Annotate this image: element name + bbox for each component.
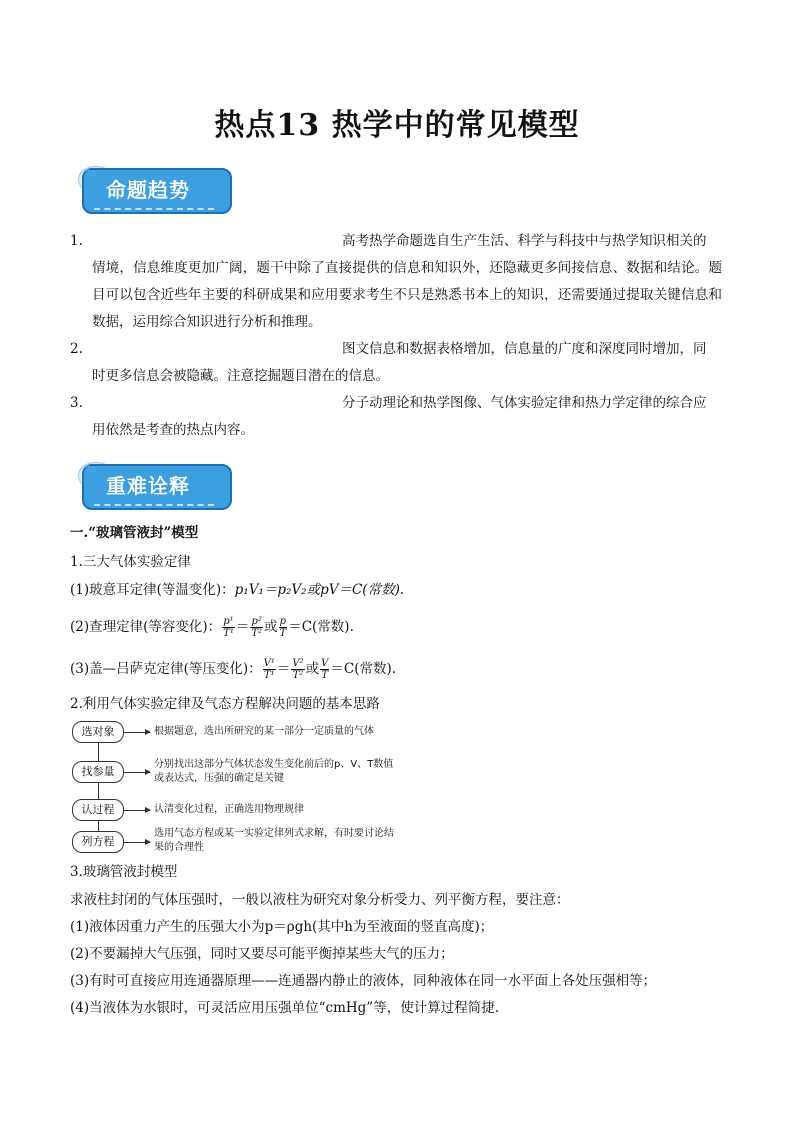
flow-node: 选对象	[72, 721, 124, 743]
flow-desc: 根据题意，选出所研究的某一部分一定质量的气体	[154, 726, 374, 737]
denominator: T¹	[223, 628, 234, 639]
wave-decoration	[94, 200, 214, 210]
fraction	[279, 616, 288, 639]
law-label: (3)盖—吕萨克定律(等压变化)：	[70, 661, 262, 677]
model-heading: 一.“玻璃管液封”模型	[70, 525, 199, 541]
arrow-icon	[124, 810, 150, 811]
fraction	[250, 616, 263, 639]
law-label: (2)查理定律(等容变化)：	[70, 619, 222, 635]
fraction	[263, 658, 276, 681]
denominator: T	[321, 670, 329, 681]
trend-number: 3.	[70, 395, 83, 411]
paragraph-intro: 求液柱封闭的气体压强时，一般以液柱为研究对象分析受力、列平衡方程，要注意：	[70, 892, 570, 908]
trend-line1: 高考热学命题选自生产生活、科学与科技中与热学知识相关的	[342, 233, 707, 249]
fraction	[320, 658, 329, 681]
denominator: T²	[292, 670, 304, 681]
trend-item	[70, 228, 722, 336]
point-2: (2)不要漏掉大气压强，同时又要尽可能平衡掉某些大气的压力；	[70, 946, 454, 962]
law-label: (1)玻意耳定律(等温变化)：	[70, 582, 235, 598]
point-1: (1)液体因重力产生的压强大小为p＝ρgh(其中h为至液面的竖直高度)；	[70, 919, 494, 935]
numerator: p¹	[223, 616, 234, 627]
section-badge-difficulties	[78, 456, 234, 514]
trend-number: 1.	[70, 233, 83, 249]
flow-node: 列方程	[72, 831, 124, 853]
arrow-icon	[124, 842, 150, 843]
page-title: 热点13 热学中的常见模型	[214, 108, 580, 143]
sub-heading-approach: 2.利用气体实验定律及气态方程解决问题的基本思路	[70, 696, 380, 712]
or-text: 或	[264, 619, 278, 635]
law-boyle	[70, 580, 404, 600]
numerator: V²	[292, 658, 304, 669]
flow-connector	[98, 735, 99, 845]
denominator: T	[279, 628, 287, 639]
point-3: (3)有时可直接应用连通器原理——连通器内静止的液体，同种液体在同一水平面上各处压强相等；	[70, 973, 657, 989]
sub-heading-laws: 1.三大气体实验定律	[70, 554, 191, 570]
dolphin-icon: ≈	[82, 456, 99, 480]
approach-flowchart	[72, 721, 402, 861]
law-suffix: ＝C(常数).	[288, 619, 354, 635]
trend-line1: 分子动理论和热学图像、气体实验定律和热力学定律的综合应	[342, 395, 707, 411]
badge-label: 命题趋势	[106, 178, 190, 202]
fraction	[222, 616, 235, 639]
trend-rest: 用依然是考查的热点内容。	[92, 422, 254, 438]
trend-line1: 图文信息和数据表格增加，信息量的广度和深度同时增加，同	[342, 341, 707, 357]
trend-rest: 情境，信息维度更加广阔，题干中除了直接提供的信息和知识外，还隐藏更多间接信息、数据和结论。题目可以包含近些年主要的科研成果和应用要求考生不只是熟悉书本上的知识，还需要通过提取关键信息和数据，运用综合知识进行分析和推理。	[92, 260, 722, 330]
flow-desc: 认清变化过程，正确选用物理规律	[154, 804, 304, 815]
denominator: T¹	[263, 670, 275, 681]
trend-item	[70, 336, 722, 390]
trend-number: 2.	[70, 341, 83, 357]
trend-list	[70, 228, 722, 444]
law-suffix: ＝C(常数).	[330, 661, 397, 677]
numerator: p²	[251, 616, 262, 627]
trend-rest: 时更多信息会被隐藏。注意挖掘题目潜在的信息。	[92, 368, 389, 384]
trend-item	[70, 390, 722, 444]
sub-heading-glass-tube: 3.玻璃管液封模型	[70, 864, 178, 880]
law-formula: p₁V₁＝p₂V₂或pV＝C(常数).	[234, 582, 405, 598]
badge-label: 重难诠释	[106, 474, 190, 498]
numerator: V¹	[263, 658, 275, 669]
denominator: T²	[251, 628, 263, 639]
arrow-icon	[124, 772, 150, 773]
flow-node: 找参量	[72, 761, 124, 783]
arrow-icon	[124, 732, 150, 733]
law-charles: (2)查理定律(等容变化)： $\frac{\text{p¹}}{\text{T¹}}$ ＝ $\frac{\text{p²}}{\text{T²}}$ 或 $\frac{p}{T}$ ＝C(常数).	[70, 616, 354, 639]
flow-desc: 选用气态方程或某一实验定律列式求解，有时要讨论结果的合理性	[154, 828, 394, 853]
law-gay-lussac: (3)盖—吕萨克定律(等压变化)： $\frac{\text{V¹}}{\text{T¹}}$ ＝ $\frac{\text{V²}}{\text{T²}}$ 或 $\frac{V}{T}$ ＝C(常数).	[70, 658, 397, 681]
wave-decoration	[94, 496, 214, 506]
point-4: (4)当液体为水银时，可灵活应用压强单位“cmHg”等，使计算过程简捷.	[70, 1000, 499, 1016]
flow-desc: 分别找出这部分气体状态发生变化前后的p、V、T数值或表达式，压强的确定是关键	[154, 759, 394, 784]
section-badge-trends	[78, 160, 234, 218]
or-text: 或	[305, 661, 320, 677]
numerator: p	[279, 616, 287, 627]
fraction	[291, 658, 304, 681]
flow-node: 认过程	[72, 799, 124, 821]
numerator: V	[321, 658, 329, 669]
dolphin-icon: ≈	[82, 160, 99, 184]
